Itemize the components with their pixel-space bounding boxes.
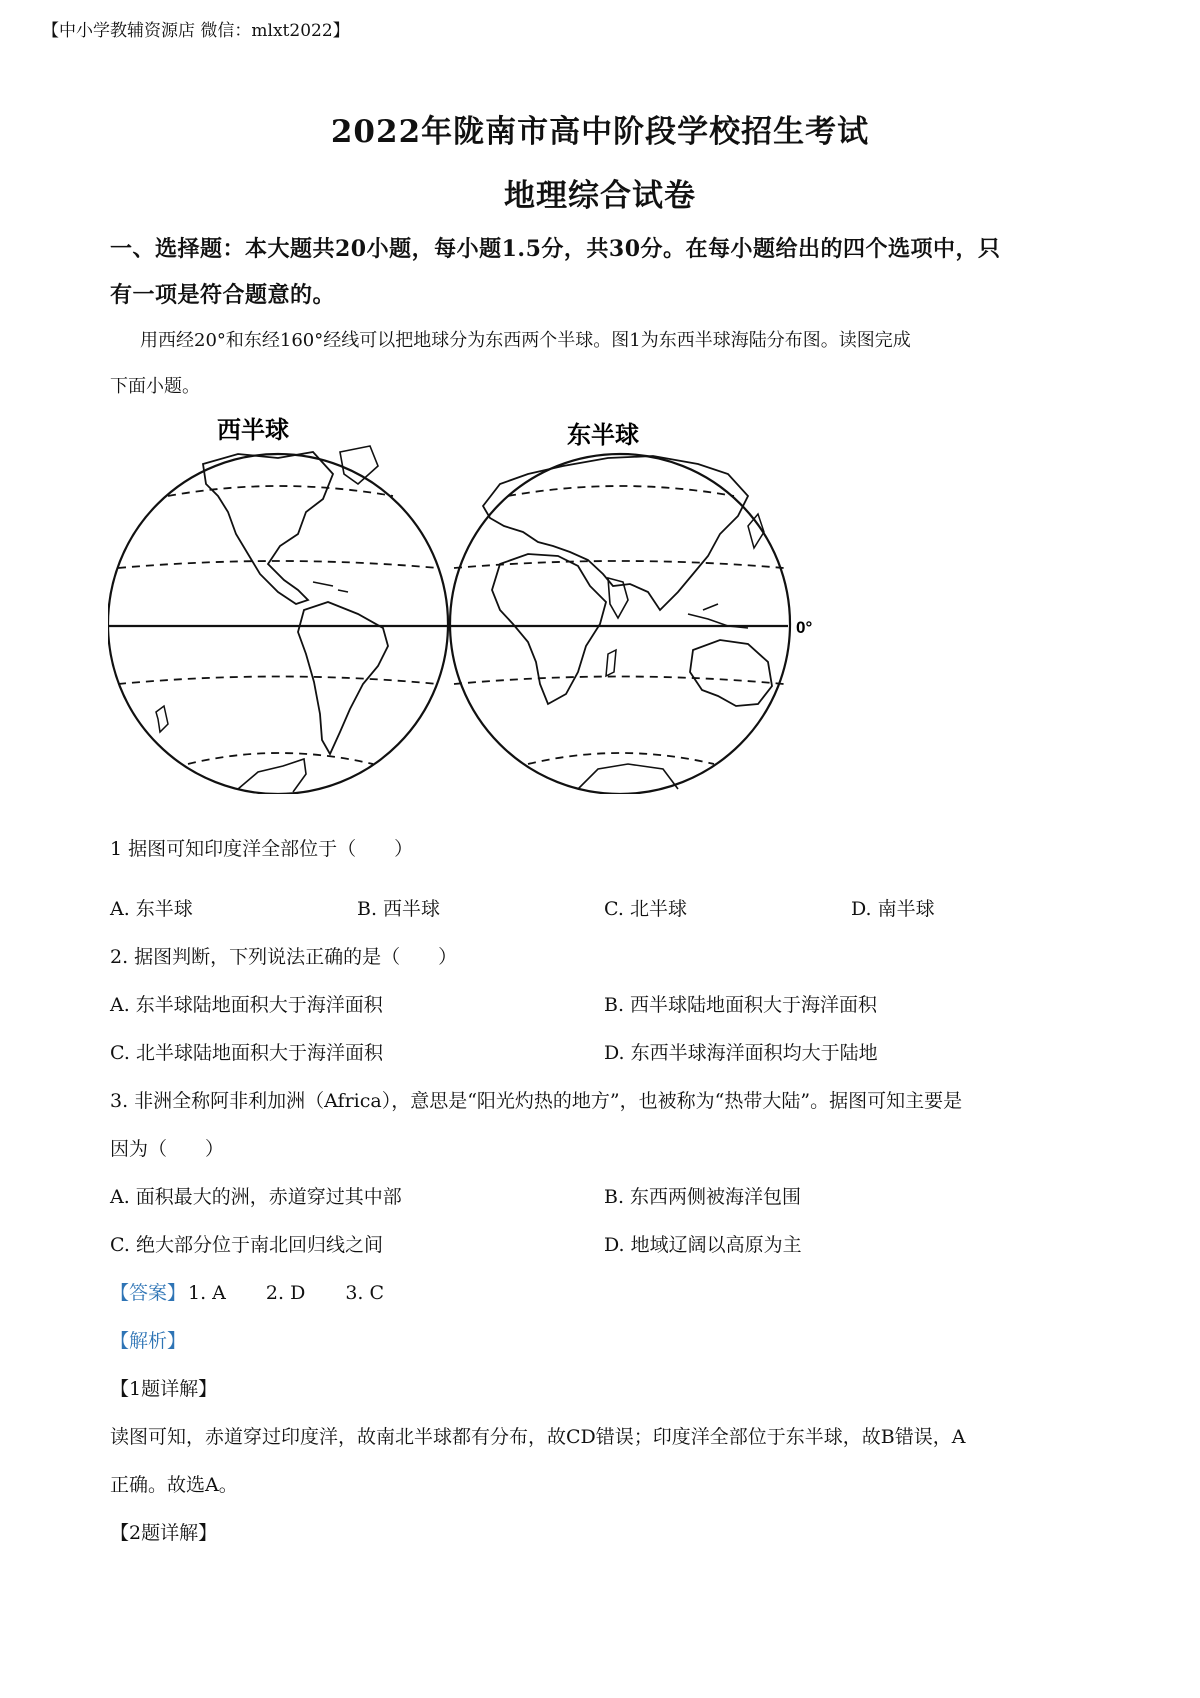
question-2-option-d: D. 东西半球海洋面积均大于陆地 xyxy=(604,1042,878,1064)
section-heading-line2: 有一项是符合题意的。 xyxy=(110,282,336,308)
answer-row xyxy=(110,1278,384,1305)
equator-label: 0° xyxy=(796,618,813,637)
answer-label: 【答案】 xyxy=(110,1282,187,1304)
hemisphere-map-svg xyxy=(108,414,828,794)
west-antarctica-outline xyxy=(238,759,306,792)
east-arctic-circle xyxy=(508,486,734,496)
east-hemisphere-circle xyxy=(450,454,790,794)
question-3-option-a: A. 面积最大的洲，赤道穿过其中部 xyxy=(110,1186,402,1208)
west-tropic-north xyxy=(118,561,438,568)
question-3-stem-line2: 因为（ ） xyxy=(110,1138,225,1160)
detail-2-label: 【2题详解】 xyxy=(110,1522,218,1544)
west-tropic-south xyxy=(118,677,438,685)
detail-1-line1: 读图可知，赤道穿过印度洋，故南北半球都有分布，故CD错误；印度洋全部位于东半球，故B错误，A xyxy=(110,1426,966,1448)
west-hemisphere-circle xyxy=(108,454,448,794)
east-tropic-south xyxy=(454,677,784,685)
hemisphere-map xyxy=(108,414,828,794)
east-antarctic-circle xyxy=(528,753,714,764)
intro-text-line2: 下面小题。 xyxy=(110,376,200,397)
header-note: 【中小学教辅资源店 微信：mlxt2022】 xyxy=(42,21,350,41)
answer-item-2: 2. D xyxy=(265,1282,306,1304)
question-2-stem: 2. 据图判断，下列说法正确的是（ ） xyxy=(110,946,458,968)
question-3-option-c: C. 绝大部分位于南北回归线之间 xyxy=(110,1234,383,1256)
exam-title: 2022年陇南市高中阶段学校招生考试 xyxy=(330,114,870,150)
question-1-option-a: A. 东半球 xyxy=(110,898,193,920)
north-america-outline xyxy=(203,452,333,604)
paper-subtitle: 地理综合试卷 xyxy=(504,178,696,214)
west-arctic-circle xyxy=(168,486,393,496)
answer-item-3: 3. C xyxy=(345,1282,385,1304)
answer-item-1: 1. A xyxy=(188,1282,226,1304)
question-1-stem: 1 据图可知印度洋全部位于（ ） xyxy=(110,838,414,860)
question-1-option-c: C. 北半球 xyxy=(604,898,687,920)
east-hemisphere-label: 东半球 xyxy=(567,422,639,449)
question-2-option-b: B. 西半球陆地面积大于海洋面积 xyxy=(604,994,878,1016)
west-antarctic-circle xyxy=(188,753,373,764)
west-hemisphere-label: 西半球 xyxy=(217,417,289,444)
question-2-option-a: A. 东半球陆地面积大于海洋面积 xyxy=(110,994,383,1016)
africa-outline xyxy=(492,554,606,704)
caribbean-islands xyxy=(313,582,348,592)
question-3-option-d: D. 地域辽阔以高原为主 xyxy=(604,1234,802,1256)
question-2-option-c: C. 北半球陆地面积大于海洋面积 xyxy=(110,1042,383,1064)
detail-1-label: 【1题详解】 xyxy=(110,1378,218,1400)
new-zealand-outline xyxy=(156,706,168,732)
question-1-option-d: D. 南半球 xyxy=(851,898,935,920)
madagascar-outline xyxy=(606,650,616,676)
analysis-label: 【解析】 xyxy=(110,1330,187,1352)
east-antarctica-outline xyxy=(578,764,678,789)
greenland-outline xyxy=(340,446,378,484)
question-1-option-b: B. 西半球 xyxy=(357,898,441,920)
section-heading-line1: 一、选择题：本大题共20小题，每小题1.5分，共30分。在每小题给出的四个选项中，只 xyxy=(110,236,1001,262)
detail-1-line2: 正确。故选A。 xyxy=(110,1474,238,1496)
australia-outline xyxy=(690,640,772,706)
question-3-option-b: B. 东西两侧被海洋包围 xyxy=(604,1186,802,1208)
southeast-asia-islands xyxy=(688,604,748,628)
question-3-stem-line1: 3. 非洲全称阿非利加洲（Africa），意思是“阳光灼热的地方”，也被称为“热带大陆”。据图可知主要是 xyxy=(110,1090,963,1112)
intro-text-line1: 用西经20°和东经160°经线可以把地球分为东西两个半球。图1为东西半球海陆分布图。读图完成 xyxy=(140,330,911,351)
